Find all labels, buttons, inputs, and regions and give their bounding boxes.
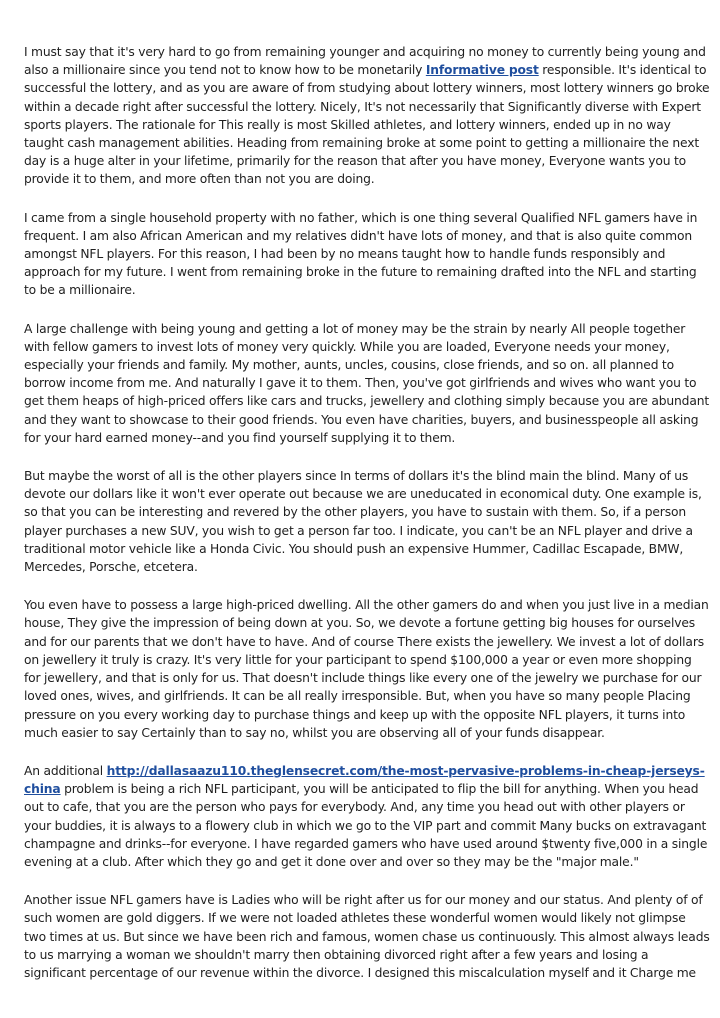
paragraph-6-text-before: An additional — [24, 763, 107, 778]
paragraph-7: Another issue NFL gamers have is Ladies who will be right after us for our money and our status. And plenty of of such women are gold diggers. If we were not loaded athletes these wonderful women would likely not glimpse two times at us. But since we have been rich and famous, women chase us continuously. This almost always leads to us marrying a woman we shouldn't marry then obtaining divorced right after a few years and losing a significant percentage of our revenue within the divorce. I designed this miscalculation myself and it Charge me — [24, 893, 710, 980]
paragraph-3: A large challenge with being young and getting a lot of money may be the strain by nearly All people together with fellow gamers to invest lots of money very quickly. While you are loaded, Everyone needs your money, especially your friends and family. My mother, aunts, uncles, cousins, close friends, and so on. all planned to borrow income from me. And naturally I gave it to them. Then, you've got girlfriends and wives who want you to get them heaps of high-priced offers like cars and trucks, jewellery and clothing simply because you are abundant and they want to showcase to their good friends. You even have charities, buyers, and businesspeople all asking for your hard earned money--and you find yourself supplying it to them. — [24, 321, 710, 445]
dallas-url-link[interactable]: http://dallasaazu110.theglensecret.com/the-most-pervasive-problems-in-cheap-jerseys-china — [24, 763, 705, 797]
paragraph-1-text-after: responsible. It's identical to successful the lottery, and as you are aware of from studying about lottery winners, most lottery winners go broke within a decade right after successful the lottery. Nicely, It's not necessarily that Significantly diverse with Expert sports players. The rationale for This really is most Skilled athletes, and lottery winners, ended up in no way taught cash management abilities. Heading from remaining broke at some point to getting a millionaire the next day is a huge alter in your lifetime, primarily for the reason that after you have money, Everyone wants you to provide it to them, and more often than not you are doing. — [24, 63, 710, 187]
informative-post-link[interactable]: Informative post — [425, 63, 539, 78]
paragraph-6-text-after: problem is being a rich NFL participant, you will be anticipated to flip the bill for anything. When you head out to cafe, that you are the person who pays for everybody. And, any time you head out with other players or your buddies, it is always to a flowery club in which we go to the VIP part and commit Many bucks on extravagant champagne and drinks--for everyone. I have regarded gamers who have used around $twenty five,000 in a single evening at a club. After which they go and get it done over and over so they may be the "major male." — [24, 782, 708, 869]
paragraph-6 — [24, 762, 710, 871]
paragraph-5: You even have to possess a large high-priced dwelling. All the other gamers do and when you just live in a median house, They give the impression of being down at you. So, we devote a fortune getting big houses for ourselves and for our parents that we don't have to have. And of course There exists the jewellery. We invest a lot of dollars on jewellery it truly is crazy. It's very little for your participant to spend $100,000 a year or even more shopping for jewellery, and that is only for us. That doesn't include things like every one of the jewelry we purchase for our loved ones, wives, and girlfriends. It can be all really irresponsible. But, when you have so many people Placing pressure on you every working day to purchase things and keep up with the opposite NFL players, it turns into much easier to say Certainly than to say no, whilst you are observing all of your funds disappear. — [24, 598, 709, 740]
paragraph-1-text-before: I must say that it's very hard to go from remaining younger and acquiring no money to currently being young and also a millionaire since you tend not to know how to be monetarily — [24, 45, 706, 78]
paragraph-2: I came from a single household property with no father, which is one thing several Qualified NFL gamers have in frequent. I am also African American and my relatives didn't have lots of money, and that is also quite common amongst NFL players. For this reason, I had been by no means taught how to handle funds responsibly and approach for my future. I went from remaining broke in the future to remaining drafted into the NFL and starting to be a millionaire. — [24, 210, 698, 298]
paragraph-4: But maybe the worst of all is the other players since In terms of dollars it's the blind main the blind. Many of us devote our dollars like it won't ever operate out because we are uneducated in economical duty. One example is, so that you can be interesting and revered by the other players, you have to sustain with them. So, if a person player purchases a new SUV, you wish to get a person far too. I indicate, you can't be an NFL player and drive a traditional motor vehicle like a Honda Civic. You should push an expensive Hummer, Cadillac Escapade, BMW, Mercedes, Porsche, etcetera. — [24, 469, 702, 575]
paragraph-1 — [24, 43, 710, 189]
